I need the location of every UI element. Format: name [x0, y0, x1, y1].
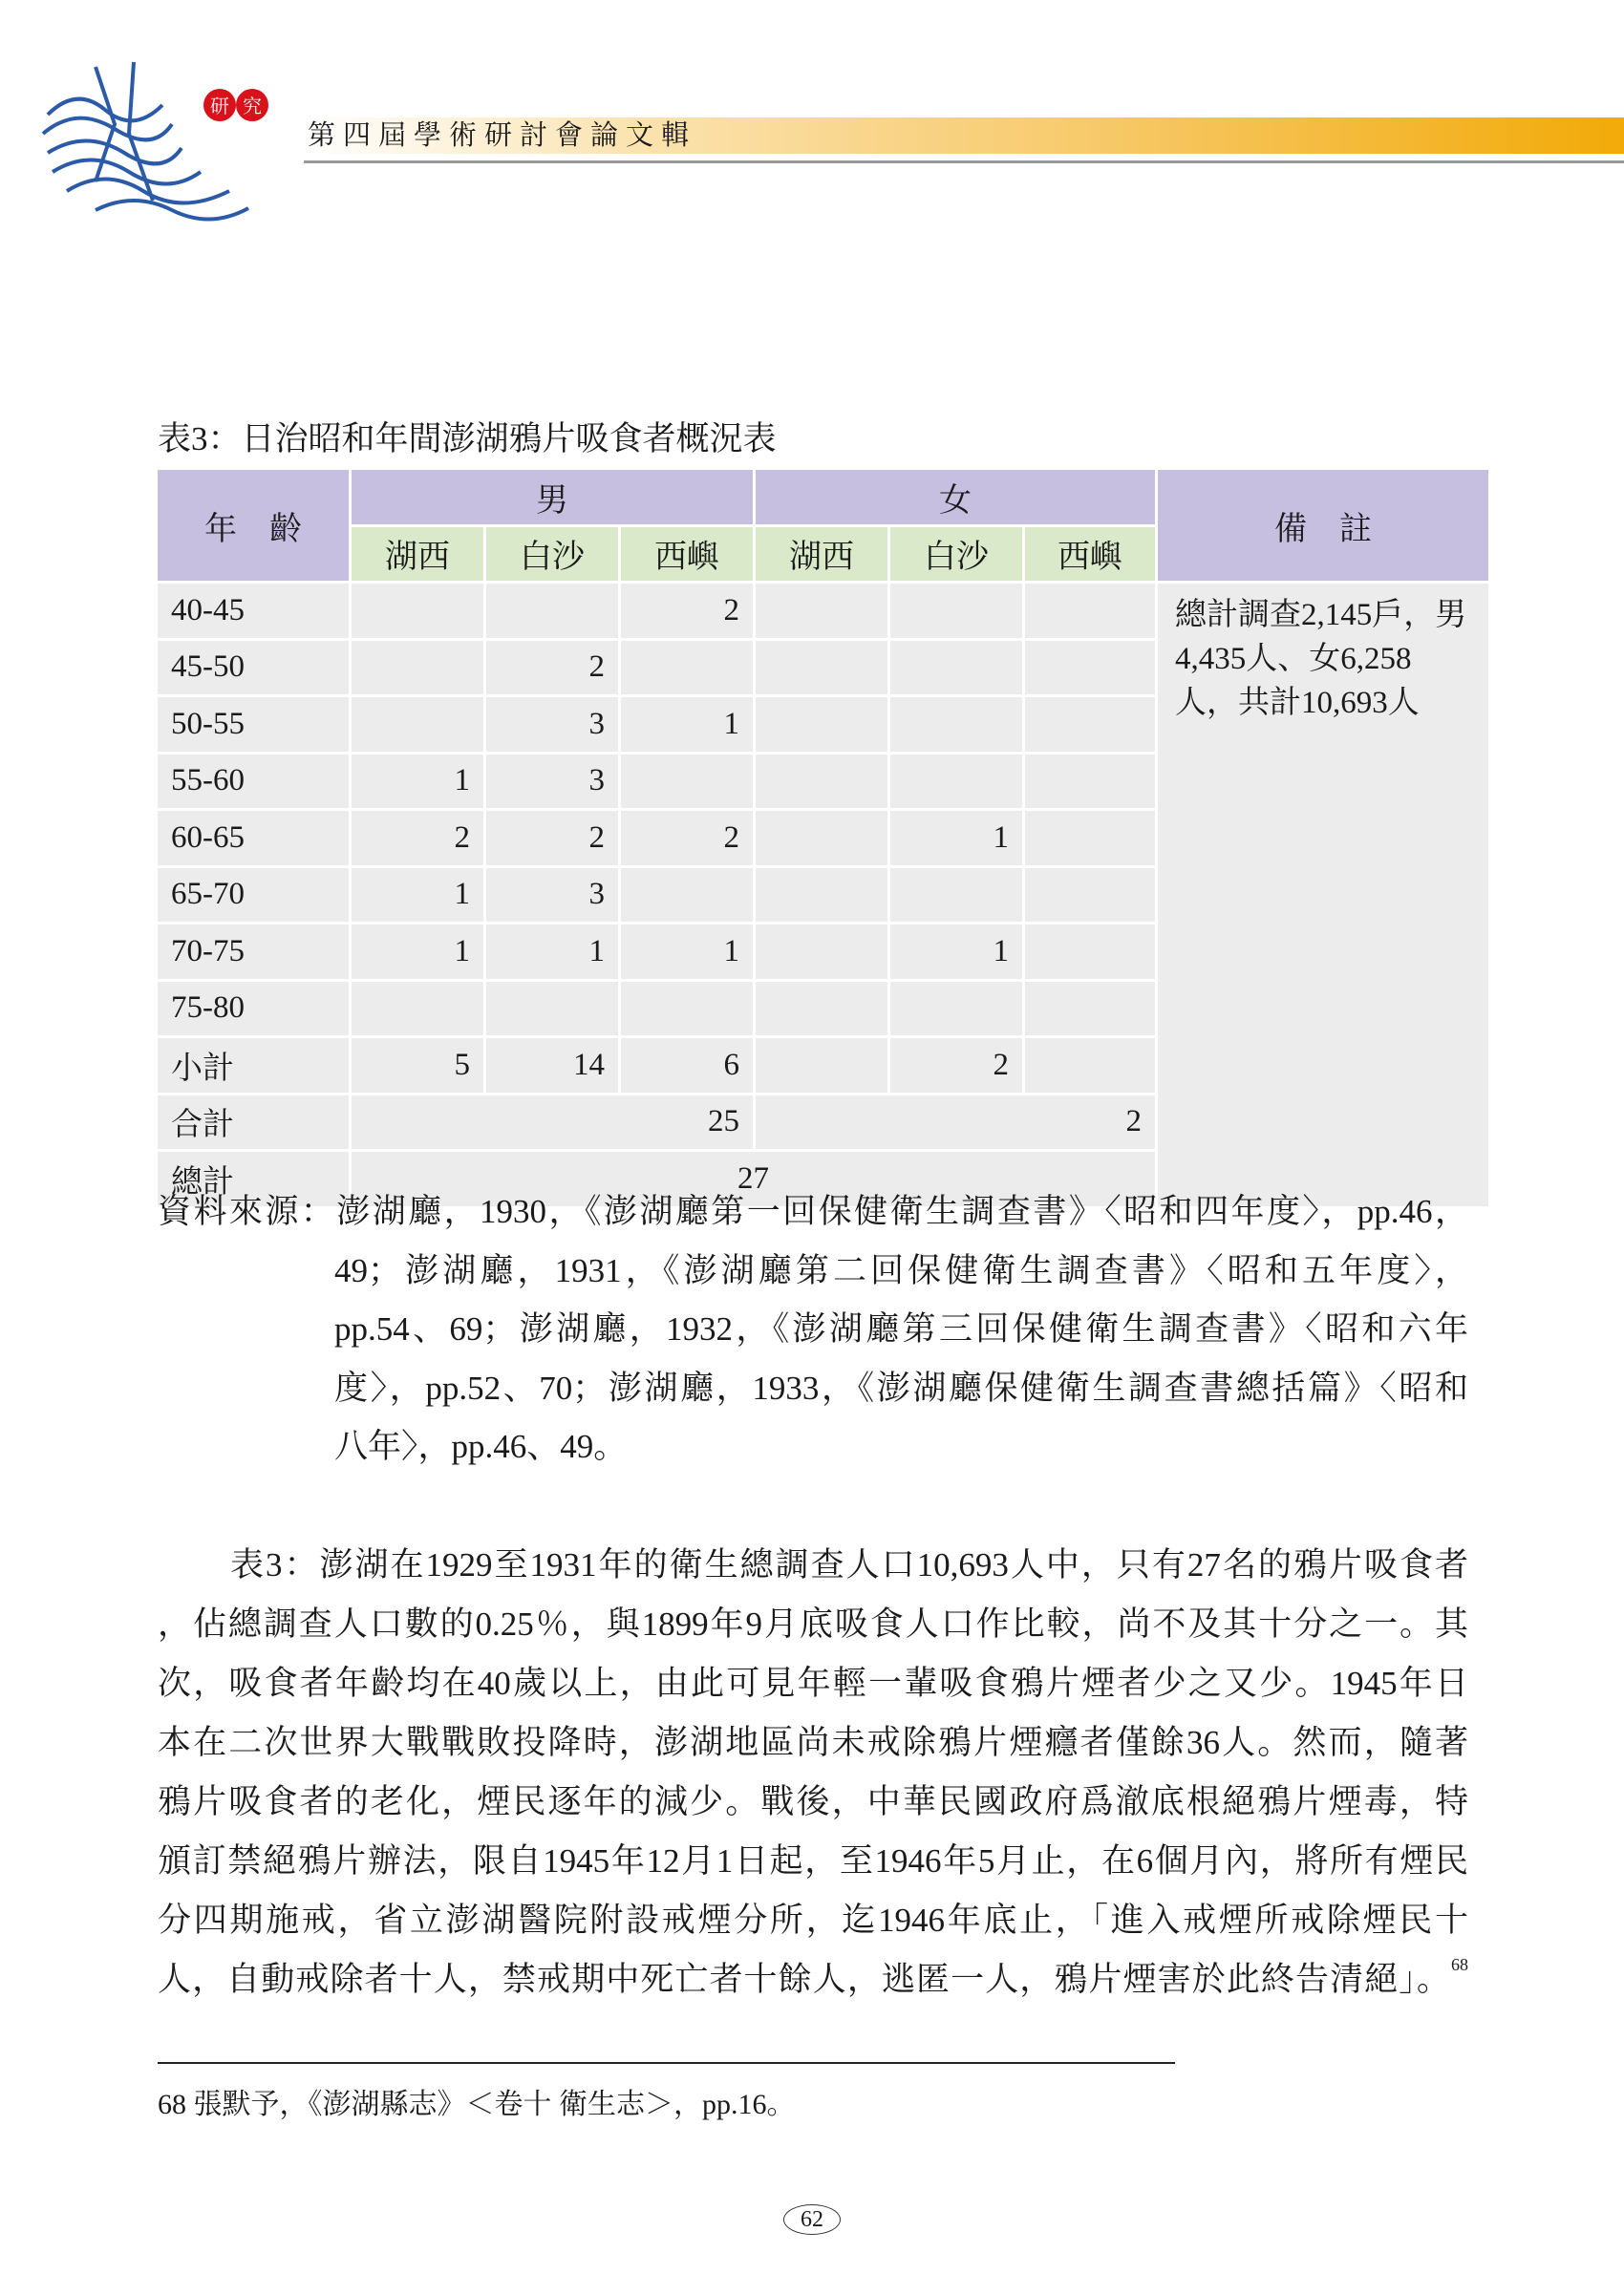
table-cell: 14 [486, 1038, 618, 1093]
table-cell [756, 925, 887, 979]
table-cell [890, 755, 1022, 809]
table-cell: 1 [352, 755, 483, 809]
table-cell: 3 [486, 697, 618, 752]
table-cell [352, 697, 483, 752]
table-cell [1025, 1038, 1155, 1093]
table-cell: 2 [352, 811, 483, 865]
row-age-label: 65-70 [158, 868, 349, 923]
header-district: 西嶼 [621, 527, 753, 582]
paragraph-line [158, 1654, 1468, 1713]
paragraph-line-text: 人，自動戒除者十人，禁戒期中死亡者十餘人，逃匿一人，鴉片煙害於此終告清絕」。 [158, 1961, 1451, 1998]
paragraph-line-text: 表3：澎湖在1929至1931年的衛生總調查人口10,693人中，只有27名的鴉片吸食者 [230, 1546, 1468, 1584]
table-cell: 1 [486, 925, 618, 979]
table-cell [621, 641, 753, 695]
paragraph-line-text: 鴉片吸食者的老化，煙民逐年的減少。戰後，中華民國政府爲澈底根絕鴉片煙毒，特 [158, 1783, 1468, 1820]
row-age-label: 小計 [158, 1038, 349, 1093]
table-cell [1025, 811, 1155, 865]
table-cell [756, 641, 887, 695]
female-total: 2 [756, 1095, 1155, 1150]
table-caption: 表3：日治昭和年間澎湖鴉片吸食者概況表 [158, 420, 777, 457]
paragraph-line-text: 頒訂禁絕鴉片辦法，限自1945年12月1日起，至1946年5月止，在6個月內，將所有煙民 [158, 1842, 1468, 1880]
table-cell: 5 [352, 1038, 483, 1093]
table-cell: 1 [621, 925, 753, 979]
row-age-label: 50-55 [158, 697, 349, 752]
male-total: 25 [352, 1095, 753, 1150]
paragraph-line-text: 本在二次世界大戰戰敗投降時，澎湖地區尚未戒除鴉片煙癮者僅餘36人。然而，隨著 [158, 1724, 1468, 1761]
table-cell: 2 [621, 584, 753, 638]
table-cell [352, 584, 483, 638]
header-district: 湖西 [756, 527, 887, 582]
row-age-label: 55-60 [158, 755, 349, 809]
row-age-label: 45-50 [158, 641, 349, 695]
paragraph-line-text: 次，吸食者年齡均在40歲以上，由此可見年輕一輩吸食鴉片煙者少之又少。1945年日 [158, 1665, 1468, 1702]
table-cell [890, 584, 1022, 638]
table-cell [756, 584, 887, 638]
footnote: 68 張默予，《澎湖縣志》＜卷十 衛生志＞，pp.16。 [158, 2089, 796, 2120]
table-cell [890, 868, 1022, 923]
header-district: 白沙 [486, 527, 618, 582]
row-age-label: 40-45 [158, 584, 349, 638]
table-cell: 2 [486, 811, 618, 865]
table-cell [486, 982, 618, 1036]
table-cell [1025, 641, 1155, 695]
row-total-label: 合計 [158, 1095, 349, 1150]
header-district: 西嶼 [1025, 527, 1155, 582]
paragraph-line [158, 1536, 1468, 1595]
paragraph-line-text: ，佔總調查人口數的0.25％，與1899年9月底吸食人口作比較，尚不及其十分之一。其 [158, 1605, 1468, 1643]
header-remarks: 備 註 [1158, 470, 1488, 581]
table-cell [756, 697, 887, 752]
row-age-label: 60-65 [158, 811, 349, 865]
row-age-label: 70-75 [158, 925, 349, 979]
table-cell: 1 [352, 868, 483, 923]
publication-title: 第四屆學術研討會論文輯 [308, 120, 697, 151]
source-line: 八年〉，pp.46、49。 [334, 1428, 628, 1465]
table-cell [756, 982, 887, 1036]
remarks-cell: 總計調查2,145戶，男4,435人、女6,258人，共計10,693人 [1158, 584, 1488, 1206]
table-cell [756, 1038, 887, 1093]
table-cell: 2 [621, 811, 753, 865]
grand-total: 27 [352, 1152, 1155, 1206]
paragraph-line [158, 1595, 1468, 1654]
header-rule [304, 160, 1624, 163]
logo-badge-2: 究 [243, 96, 262, 117]
paragraph-line-text: 分四期施戒，省立澎湖醫院附設戒煙分所，迄1946年底止，「進入戒煙所戒除煙民十 [158, 1902, 1468, 1939]
table-cell [1025, 925, 1155, 979]
table-cell [621, 982, 753, 1036]
paragraph-line [158, 1713, 1468, 1773]
row-age-label: 75-80 [158, 982, 349, 1036]
table-cell [486, 584, 618, 638]
source-line: pp.54、69；澎湖廳，1932，《澎湖廳第三回保健衛生調查書》〈昭和六年 [334, 1310, 1468, 1348]
table-cell [890, 641, 1022, 695]
table-cell [890, 697, 1022, 752]
table-cell [756, 868, 887, 923]
table-cell: 3 [486, 868, 618, 923]
table-cell: 1 [621, 697, 753, 752]
table-cell [1025, 982, 1155, 1036]
table-cell [352, 982, 483, 1036]
body-paragraph [158, 1536, 1468, 2009]
table-cell [1025, 868, 1155, 923]
paragraph-line [158, 1773, 1468, 1832]
logo-badge-1: 研 [210, 96, 229, 117]
table-cell: 1 [890, 811, 1022, 865]
table-cell: 1 [890, 925, 1022, 979]
table-cell [621, 755, 753, 809]
table-cell [756, 755, 887, 809]
header-age: 年 齡 [158, 470, 349, 581]
table-cell [1025, 697, 1155, 752]
paragraph-line [158, 1891, 1468, 1950]
paragraph-line [158, 1832, 1468, 1891]
table-cell: 1 [352, 925, 483, 979]
journal-logo [38, 57, 277, 224]
header-district: 白沙 [890, 527, 1022, 582]
source-line: 49；澎湖廳，1931，《澎湖廳第二回保健衛生調查書》〈昭和五年度〉， [334, 1251, 1468, 1289]
header-district: 湖西 [352, 527, 483, 582]
header-female: 女 [756, 470, 1155, 524]
table-cell [756, 811, 887, 865]
table-cell [1025, 755, 1155, 809]
table-cell [621, 868, 753, 923]
table-cell [352, 641, 483, 695]
source-line: 資料來源：澎湖廳，1930，《澎湖廳第一回保健衛生調查書》〈昭和四年度〉，pp.46， [158, 1193, 1468, 1230]
table-source [158, 1182, 1468, 1477]
page-number: 62 [783, 2204, 841, 2235]
row-grand-total-label: 總計 [158, 1152, 349, 1206]
opium-smokers-table [158, 470, 1468, 1206]
table-cell: 2 [890, 1038, 1022, 1093]
footnote-divider [158, 2062, 1175, 2064]
table-cell: 6 [621, 1038, 753, 1093]
table-cell [890, 982, 1022, 1036]
source-line: 度〉，pp.52、70；澎湖廳，1933，《澎湖廳保健衛生調查書總括篇》〈昭和 [334, 1369, 1468, 1407]
paragraph-line [158, 1950, 1468, 2009]
table-cell [1025, 584, 1155, 638]
table-cell: 2 [486, 641, 618, 695]
footnote-reference: 68 [1451, 1955, 1468, 1974]
table-cell: 3 [486, 755, 618, 809]
header-male: 男 [352, 470, 753, 524]
